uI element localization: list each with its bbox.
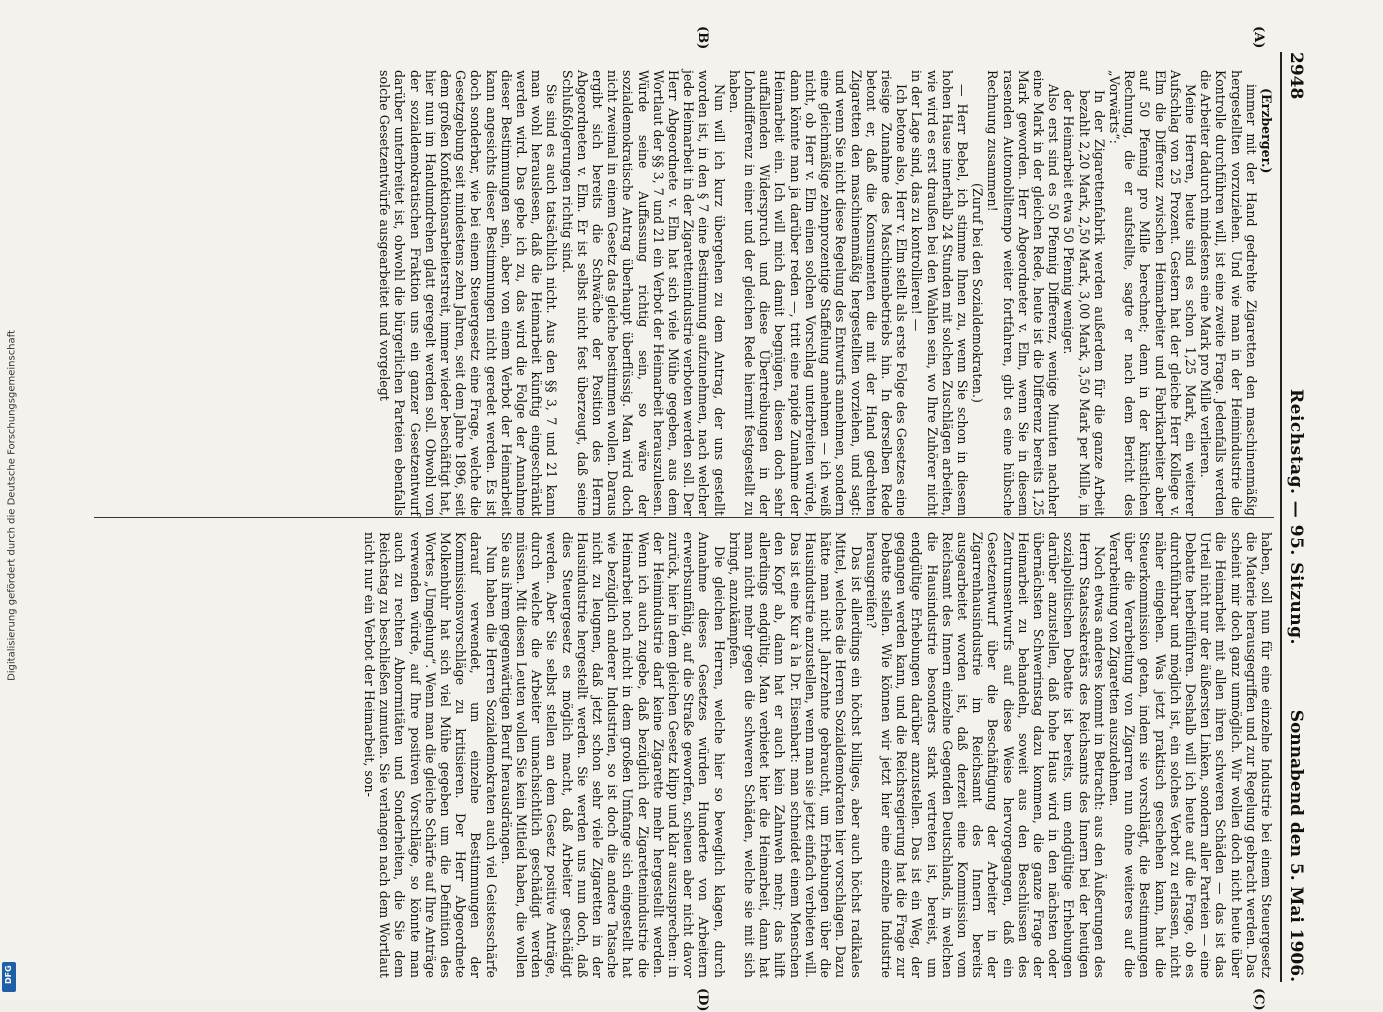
paragraph: haben, soll nun für eine einzelne Industrie bei einem Steuergesetz die Materie herausgegriffen und zur Regelung gebracht werden. Das scheint mir doch ganz unmöglich. Wir wollen doch nicht heute über die Heimarbeit mit allen ihren schweren Schäden — das ist das Urteil nicht nur der äußersten Linken, sondern aller Parteien — eine Debatte herbeiführen. Deshalb will ich heute auf die Frage, ob es durchführbar und möglich ist, ein solches Verbot zu erlassen, nicht näher eingehen. Was jetzt praktisch geschehen kann, hat die Steuerkommission getan, indem sie vorschlägt, die Bestimmungen über die Verarbeitung von Zigarren nun ohne weiteres auf die Verarbeitung von Zigaretten auszudehnen.: [1106, 532, 1274, 978]
interjection: (Zuruf bei den Sozialdemokraten.): [970, 183, 986, 403]
paragraph: Nun haben die Herren Sozialdemokraten auch viel Geistesschärfe darauf verwendet, um einzelne Bestimmungen der Kommissionsvorschläge zu kritisieren. Der Herr Abgeordnete Molkenbuhr hat sich viel Mühe gegeben um die Definition des Wortes „Umgehung“. Wenn man die gleiche Schärfe auf Ihre Anträge verwenden würde, auf Ihre positiven Vorschläge, so könnte man auch zu rechten Abnormitäten und Sonderheiten, die Sie dem Reichstag zu beschließen zumuten. Sie verlangen nach dem Wortlaut nicht nur ein Verbot der Heimarbeit, son-: [362, 532, 499, 978]
speaker-label: (Erzberger.): [1259, 88, 1274, 174]
margin-letter-b: (B): [695, 26, 710, 50]
page-header: [1280, 52, 1310, 982]
margin-letter-a: (A): [1251, 26, 1266, 49]
dfg-logo: [2, 962, 16, 992]
paragraph: Meine Herren, heute sind es schon 1,25 Mark, ein weiterer Aufschlag von 25 Prozent. Gestern hat der gleiche Herr Kollege v. Elm die Differenz zwischen Heimarbeiter und Fabrikarbeiter aber auf 50 Pfennig pro Mille berechnet; denn in der künstlichen Rechnung, die er aufstellte, sagte er nach dem Bericht des „Vorwärts“:: [1106, 70, 1198, 516]
paragraph: Das ist allerdings ein höchst billiges, aber auch höchst radikales Mittel, welches die Herren Sozialdemokraten hier vorschlagen. Dazu hätte man nicht Jahrzehnte gebraucht, um Erhebungen über die Hausindustrie anzustellen, wenn man sie jetzt einfach verbieten will. Das ist eine Kur à la Dr. Eisenbart: man schneidet einem Menschen den Kopf ab, dann hat er auch kein Zahnweh mehr; das hilft allerdings endgültig. Man verbietet hier die Heimarbeit, dann hat man nicht mehr gegen die schweren Schäden, welche sie mit sich bringt, anzukämpfen.: [726, 532, 864, 978]
margin-letter-d: (D): [695, 988, 710, 1012]
paragraph: Noch etwas anderes kommt in Betracht: aus den Äußerungen des Herrn Staatssekretärs des Reichsamts des Innern bei der heutigen sozialpolitischen Debatte ist bereits, um endgültige Erhebungen darüber anzustellen, daß hohe Haus wird in den nächsten oder übernächsten Schwerinstag dazu kommen, die ganze Frage der Heimarbeit zu behandeln, soweit aus den Beschlüssen des Zentrumsentwurfs auf diese Weise hervorgegangen, daß ein Gesetzentwurf über die Beschäftigung der Arbeiter in der Zigarrenhausindustrie im Reichsamt des Innern bereits ausgearbeitet worden ist, daß derzeit eine Kommission vom Reichsamt des Innern einzelne Gegenden Deutschlands, in welchen die Hausindustrie besonders stark vertreten ist, bereist, um endgültige Erhebungen darüber anzustellen. Das ist ein Weg, der gegangen werden kann, und die Reichsregierung hat die Frage zur Debatte stellen. Wie können wir jetzt hier eine einzelne Industrie herausgreifen?: [863, 532, 1107, 978]
digitization-credit-text: Digitalisierung gefördert durch die Deutsche Forschungsgemeinschaft: [6, 330, 18, 681]
paragraph: Also erst sind es 50 Pfennig Differenz, wenige Minuten nachher eine Mark in der gleichen Rede, heute ist die Differenz bereits 1,25 Mark geworden. Herr Abgeordneter v. Elm, wenn Sie in diesem rasenden Automobiltempo weiter fortfahren, gibt es eine hübsche Rechnung zusammen!: [985, 70, 1062, 516]
page-title: Reichstag. — 95. Sitzung.: [1286, 389, 1306, 645]
page-number: 2948: [1286, 52, 1306, 100]
paragraph: — Herr Bebel, ich stimme Ihnen zu, wenn Sie schon in diesem hohen Hause innerhalb 24 Stunden mit solchen Zuschlägen arbeiten, wie wird es erst draußen bei den Wahlen sein, wo Ihre Zuhörer nicht in der Lage sind, das zu kontrollieren! —: [909, 70, 970, 516]
paragraph: Sie sind es auch tatsächlich nicht. Aus den §§ 3, 7 und 21 kann man wohl herauslesen, daß die Heimarbeit künftig eingeschränkt werden wird. Das gebe ich zu, das wird die Folge der Annahme dieser Bestimmungen sein, aber von einem Verbot der Heimarbeit kann angesichts dieser Bestimmungen nicht geredet werden. Es ist doch sonderbar, wie bei einem Steuergesetz eine Frage, welche die Gesetzgebung seit mindestens zehn Jahren, seit dem Jahre 1896, seit dem großen Konfektionsarbeiterstreit, immer wieder beschäftigt hat, hier nun im Handumdrehen glatt geregelt werden soll. Obwohl von der sozialdemokratischen Fraktion uns ein ganzer Gesetzentwurf darüber unterbreitet ist, obwohl die bürgerlichen Parteien ebenfalls solche Gesetzentwürfe ausgearbeitet und vorgelegt: [377, 70, 560, 516]
dfg-logo-text: DFG: [4, 965, 13, 984]
digitization-credit: [4, 0, 18, 1000]
margin-letter-c: (C): [1251, 988, 1266, 1011]
page-date: Sonnabend den 5. Mai 1906.: [1286, 709, 1306, 982]
paragraph: immer mit der Hand gedrehte Zigaretten den maschinenmäßig hergestellten vorzuziehen. Und wie man in der Heimindustrie die Kontrolle durchführen will, ist eine zweite Frage. Jedenfalls werden die Arbeiter dadurch mindestens eine Mark pro Mille verlieren.: [1198, 70, 1259, 516]
column-divider: [94, 517, 1274, 518]
paragraph: Die gleichen Herren, welche hier so beweglich klagen, durch Annahme dieses Gesetzes würden Hunderte von Arbeitern erwerbsunfähig, auf die Straße geworfen, scheuen aber nicht davor zurück, hier in dem gleichen Gesetz klipp und klar auszusprechen: in der Heimindustrie darf keine Zigarette mehr hergestellt werden. Wenn ich auch zugebe, daß bezüglich der Zigarettenindustrie die Heimarbeit noch nicht in dem großen Umfange sich eingestellt hat wie bezüglich anderer Industrien, so ist doch die andere Tatsache nicht zu leugnen, daß jetzt schon sehr viele Zigaretten in der Hausindustrie hergestellt werden. Sie werden uns nun doch, daß dies Steuergesetz es möglich macht, daß Arbeiter geschädigt werden. Aber Sie selbst stellen an dem Gesetz positive Anträge, durch welche die Arbeiter unnachsichtlich geschädigt werden müssen. Mit diesen Leuten wollen Sie kein Mitleid haben, die wollen Sie aus ihrem gegenwärtigen Beruf herausdrängen.: [498, 532, 727, 978]
quote-paragraph: In der Zigarettenfabrik werden außerdem für die ganze Arbeit bezahlt 2,20 Mark, 2,50 Mark, 3,00 Mark, 3,50 Mark per Mille, in der Heimarbeit etwa 50 Pfennig weniger.: [1061, 90, 1107, 516]
left-column: [84, 70, 1274, 516]
paragraph: Nun will ich kurz übergehen zu dem Antrag, der uns gestellt worden ist, in den § 7 eine Bestimmung aufzunehmen, nach welcher jede Heimarbeit in der Zigarettenindustrie verboten werden soll. Der Herr Abgeordnete v. Elm hat sich viele Mühe gegeben, aus dem Wortlaut der §§ 3, 7 und 21 ein Verbot der Heimarbeit herauszulesen. Würde seine Auffassung richtig sein, so wäre der sozialdemokratische Antrag überhaupt überflüssig. Man wird doch nicht zweimal in einem Gesetz das gleiche bestimmen wollen. Daraus ergibt sich bereits die Schwäche der Position des Herrn Abgeordneten v. Elm. Er ist selbst nicht fest überzeugt, daß seine Schlußfolgerungen richtig sind.: [559, 70, 727, 516]
right-column: [84, 532, 1274, 978]
paragraph: Ich betone also, Herr v. Elm stellt als erste Folge des Gesetzes eine riesige Zunahme des Maschinenbetriebs hin. In derselben Rede betont er, daß die Konsumenten die mit der Hand gedrehten Zigaretten den maschinenmäßig hergestellten vorziehen, und sagt: und wenn Sie nicht diese Regelung des Entwurfs annehmen, sondern eine gleichmäßige zehnprozentige Staffelung annehmen — ich weiß nicht, ob Herr v. Elm einen solchen Vorschlag unterbreiten würde, dann könnte man ja darüber reden —, tritt eine rapide Zunahme der Heimarbeit ein. Ich will mich damit begnügen, diesen doch sehr auffallenden Widerspruch und diese Übertreibungen in der Lohndifferenz in einer und der gleichen Rede hiermit festgestellt zu haben.: [726, 70, 910, 516]
rotated-page-content: [70, 26, 1310, 1012]
